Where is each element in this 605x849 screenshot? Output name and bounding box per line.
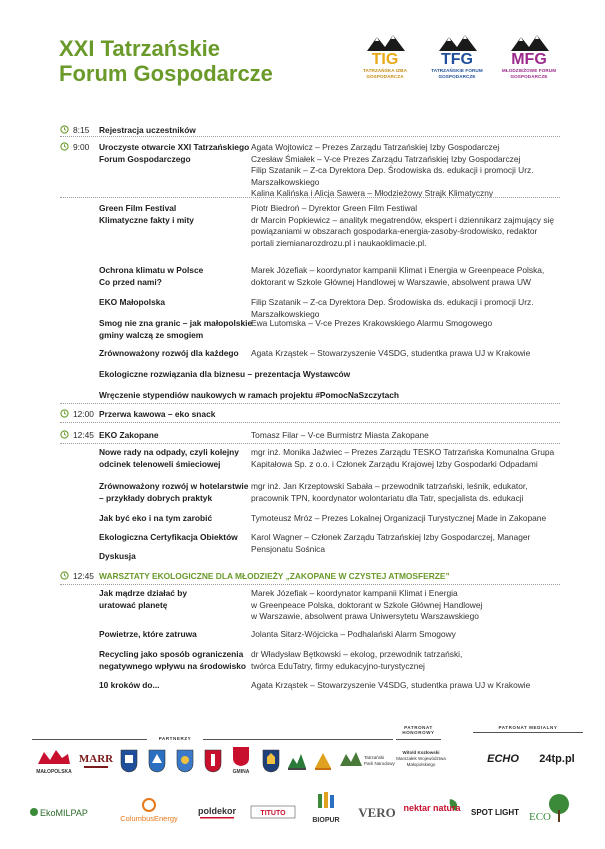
agenda-speaker-line: Czesław Śmiałek – V-ce Prezes Zarządu Tatrzańskiej Izby Gospodarczej (251, 153, 521, 164)
partners-line-left (32, 739, 147, 740)
agenda-speaker-line: Kapitałowa Sp. z o.o. i Członek Zarządu Krajowej Izby Gospodarki Odpadami (251, 458, 538, 469)
tpn-logo (338, 746, 395, 776)
agenda-speakers (251, 629, 561, 641)
agenda-speaker-line: Agata Krząstek – Stowarzyszenie V4SDG, studentka prawa UJ w Krakowie (251, 348, 531, 358)
agenda-speaker-line: Agata Wojtowicz – Prezes Zarządu Tatrzańskiej Izby Gospodarczej (251, 142, 500, 152)
agenda-speaker-line: Filip Szatanik – Z-ca Dyrektora Dep. Środowiska ds. edukacji i promocji Urz. Marszałkowskiego (251, 297, 534, 319)
agenda-topic (99, 297, 259, 309)
agenda-topic-line: Jak być eko i na tym zarobić (99, 513, 213, 523)
tfg-logo-mark: TFG (441, 51, 473, 68)
agenda-topic-line: Dyskusja (99, 551, 136, 561)
agenda-speaker-line: portali ziemianarozdrozu.pl i naukaoklimacie.pl. (251, 237, 427, 248)
agenda-row (60, 390, 560, 402)
honorary-name: Witold Kozłowski (402, 750, 440, 755)
agenda-speakers (251, 142, 561, 200)
agenda-speaker-line: dr Marcin Popkiewicz – analityk megatrendów, ekspert i dziennikarz zajmujący się (251, 214, 555, 225)
agenda-topic (99, 348, 259, 360)
agenda-speaker-line: doktorant w Szkole Głównej Handlowej w Warszawie, absolwent prawa UW (251, 276, 531, 287)
agenda-topic-line: odcinek telenoweli śmieciowej (99, 458, 221, 469)
honorary-label: PATRONAT HONOROWY (402, 725, 435, 735)
agenda-row (60, 649, 560, 673)
tig-caption-1: TATRZAŃSKA IZBA (362, 68, 408, 73)
agenda-topic-line: EKO Zakopane (99, 430, 159, 440)
tfg-logo (422, 33, 492, 95)
agenda-row (60, 265, 560, 289)
agenda-row (60, 588, 560, 624)
svg-text:poldekor: poldekor (197, 806, 237, 816)
tig-caption-2: GOSPODARCZA (366, 73, 404, 79)
agenda-row (60, 571, 560, 583)
agenda-time: 8:15 (73, 125, 90, 135)
agenda-topic (99, 649, 259, 672)
coat-of-arms-2 (146, 748, 168, 774)
agenda-topic-line: Smog nie zna granic – jak małopolskie (99, 318, 253, 328)
agenda-speaker-line: Filip Szatanik – Z-ca Dyrektora Dep. Środowiska ds. edukacji i promocji Urz. Marszałkowskiego (251, 165, 534, 187)
agenda-time: 9:00 (73, 142, 90, 152)
title-line-2: Forum Gospodarcze (59, 61, 273, 86)
media-line (473, 732, 583, 733)
agenda-speaker-line: Marek Józefiak – koordynator kampanii Klimat i Energia (251, 588, 458, 598)
agenda-topic (99, 390, 539, 402)
agenda-row (60, 142, 560, 198)
svg-text:nektar natura: nektar natura (403, 803, 461, 813)
agenda-topic-line: Wręczenie stypendiów naukowych w ramach projektu #PomocNaSzczytach (99, 390, 400, 400)
organizer-logos (350, 33, 565, 95)
honorary-patron (396, 744, 446, 774)
agenda-topic-line: Ekologiczne rozwiązania dla biznesu – prezentacja Wystawców (99, 369, 351, 379)
svg-text:ColumbusEnergy: ColumbusEnergy (120, 814, 178, 823)
agenda-topic-line: Ekologiczna Certyfikacja Obiektów (99, 532, 238, 542)
agenda-speakers (251, 430, 561, 442)
agenda-topic (99, 125, 259, 137)
agenda-speakers (251, 513, 561, 525)
svg-text:ECHO: ECHO (487, 753, 519, 765)
agenda-topic-line: Ochrona klimatu w Polsce (99, 265, 204, 275)
agenda-row (60, 297, 560, 319)
agenda-topic (99, 369, 539, 381)
agenda-topic (99, 447, 259, 470)
coat-of-arms-3 (174, 748, 196, 774)
agenda-separator (60, 422, 560, 423)
marr-logo (80, 746, 112, 776)
agenda-topic (99, 481, 259, 504)
agenda-speaker-line: Piotr Biedroń – Dyrektor Green Film Festiwal (251, 203, 418, 213)
agenda-topic (99, 680, 259, 692)
tig-logo-mark: TIG (371, 51, 399, 68)
agenda-topic (99, 318, 259, 341)
agenda-topic-line: Uroczyste otwarcie XXI Tatrzańskiego (99, 142, 250, 152)
agenda-speaker-line: w Warszawie, absolwent prawa Uniwersytetu Warszawskiego (251, 611, 479, 621)
agenda-topic-line: Zrównoważony rozwój w hotelarstwie (99, 481, 249, 491)
agenda-topic-line: Klimatyczne fakty i mity (99, 214, 194, 225)
agenda-speaker-line: w Greenpeace Polska, doktorant w Szkole Głównej Handlowej (251, 599, 483, 610)
agenda-row (60, 447, 560, 471)
agenda-row (60, 203, 560, 253)
svg-text:SPOT LIGHT: SPOT LIGHT (471, 808, 519, 817)
agenda-topic-line: Forum Gospodarczego (99, 153, 191, 164)
agenda-row (60, 481, 560, 505)
agenda-topic (99, 532, 259, 544)
agenda-row (60, 513, 560, 525)
tfg-caption-2: GOSPODARCZE (438, 73, 476, 79)
svg-text:Tatrzański: Tatrzański (364, 755, 385, 760)
tfg-caption-1: TATRZAŃSKIE FORUM (431, 68, 483, 73)
agenda-speaker-line: powiązaniami w obszarach gospodarka-energia-zasoby-środowisko, redaktor (251, 226, 538, 236)
echo-logo (478, 746, 528, 770)
agenda-topic-line: Przerwa kawowa – eko snack (99, 409, 216, 419)
agenda-speaker-line: Agata Krząstek – Stowarzyszenie V4SDG, studentka prawa UJ w Krakowie (251, 680, 531, 690)
agenda-topic (99, 588, 259, 611)
coat-of-arms-6 (286, 748, 308, 774)
agenda-time: 12:45 (73, 571, 94, 581)
svg-text:MAŁOPOLSKA: MAŁOPOLSKA (36, 769, 72, 775)
svg-text:ECO: ECO (529, 811, 551, 823)
agenda-topic-line: WARSZTATY EKOLOGICZNE DLA MŁODZIEŻY „ZAKOPANE W CZYSTEJ ATMOSFERZE” (99, 571, 450, 581)
clock-icon (60, 125, 69, 134)
agenda-topic (99, 571, 539, 583)
tituto-logo (248, 798, 298, 826)
agenda-speaker-line: Ewa Lutomska – V-ce Prezes Krakowskiego Alarmu Smogowego (251, 318, 493, 328)
agenda-speaker-line: mgr inż. Monika Jaźwiec – Prezes Zarządu TESKO Tatrzańska Komunalna Grupa (251, 447, 555, 457)
coat-of-arms-1 (118, 748, 140, 774)
poldekor-logo (192, 798, 242, 826)
agenda-topic (99, 513, 259, 525)
mfg-caption-1: MŁODZIEŻOWE FORUM (501, 68, 557, 73)
agenda-topic (99, 430, 259, 442)
agenda-topic-line: EKO Małopolska (99, 297, 166, 307)
agenda-speaker-line: pracownik TPN, koordynator wolontariatu dla Tatr, specjalista ds. edukacji (251, 492, 524, 503)
agenda-separator (60, 584, 560, 585)
agenda-speaker-line: Marek Józefiak – koordynator kampanii Klimat i Energia w Greenpeace Polska, (251, 265, 545, 275)
agenda-topic-line: 10 kroków do... (99, 680, 160, 690)
agenda-row (60, 318, 560, 342)
agenda-speakers (251, 447, 561, 470)
agenda-topic-line: uratować planetę (99, 599, 168, 610)
agenda-row (60, 348, 560, 360)
svg-text:24tp.pl: 24tp.pl (539, 753, 575, 765)
partners-label: PARTNERZY (158, 736, 192, 741)
agenda-row (60, 409, 560, 421)
title-line-1: XXI Tatrzańskie (59, 36, 220, 61)
tig-logo (350, 33, 420, 95)
clock-icon (60, 430, 69, 439)
agenda-row (60, 369, 560, 381)
vero-logo (354, 796, 400, 826)
eco-logo (526, 790, 576, 830)
agenda-separator (60, 443, 560, 444)
agenda-row (60, 532, 560, 554)
agenda-speakers (251, 318, 561, 330)
agenda-separator (60, 197, 560, 198)
agenda-speakers (251, 297, 561, 320)
svg-text:EkoMILPAP: EkoMILPAP (40, 808, 88, 818)
agenda-speaker-line: mgr inż. Jan Krzeptowski Sabała – przewodnik tatrzański, leśnik, edukator, (251, 481, 528, 491)
agenda-speaker-line: twórca EduTatry, firmy edukacyjno-turystycznej (251, 660, 425, 671)
clock-icon (60, 142, 69, 151)
agenda-topic-line: – przykłady dobrych praktyk (99, 492, 213, 503)
nektar-natura-logo (403, 794, 464, 828)
mfg-logo (494, 33, 564, 95)
agenda-topic (99, 409, 259, 421)
agenda-topic (99, 142, 259, 165)
biopur-logo (306, 790, 346, 830)
agenda-topic-line: Powietrze, które zatruwa (99, 629, 197, 639)
media-label: PATRONAT MEDIALNY (498, 725, 558, 730)
agenda-speakers (251, 203, 561, 249)
agenda-topic-line: Co przed nami? (99, 276, 162, 287)
agenda-topic (99, 265, 259, 288)
agenda-speakers (251, 348, 561, 360)
agenda-topic-line: gminy walczą ze smogiem (99, 329, 204, 340)
svg-text:GMINA: GMINA (232, 769, 250, 775)
agenda-speakers (251, 588, 561, 623)
agenda-row (60, 629, 560, 641)
mfg-caption-2: GOSPODARCZE (510, 73, 548, 79)
partners-line-right (203, 739, 393, 740)
clock-icon (60, 571, 69, 580)
agenda-time: 12:45 (73, 430, 94, 440)
agenda-speakers (251, 265, 561, 288)
clock-icon (60, 409, 69, 418)
agenda-topic-line: Nowe rady na odpady, czyli kolejny (99, 447, 239, 457)
agenda-speaker-line: Jolanta Sitarz-Wójcicka – Podhalański Alarm Smogowy (251, 629, 456, 639)
svg-text:MARR: MARR (78, 753, 114, 765)
agenda-row (60, 551, 560, 563)
honorary-line (396, 739, 441, 740)
agenda-row (60, 430, 560, 442)
coat-of-arms-5 (260, 748, 282, 774)
sponsors-section (28, 720, 588, 840)
agenda-topic-line: Rejestracja uczestników (99, 125, 196, 135)
columbus-energy-logo (114, 794, 184, 826)
agenda-speakers (251, 649, 561, 672)
malopolska-logo (34, 746, 74, 776)
honorary-role-2: Małopolskiego (406, 762, 436, 767)
gmina-logo (228, 746, 254, 776)
agenda-row (60, 680, 560, 692)
page-title (59, 36, 359, 86)
agenda-topic-line: negatywnego wpływu na środowisko (99, 660, 247, 671)
ekomilpap-logo (28, 798, 108, 826)
svg-text:BIOPUR: BIOPUR (312, 817, 340, 824)
spotlight-logo (472, 794, 518, 828)
agenda-separator (60, 136, 560, 137)
honorary-role-1: Marszałek Województwa (396, 756, 446, 761)
agenda-speakers (251, 680, 561, 692)
agenda-topic-line: Zrównoważony rozwój dla każdego (99, 348, 239, 358)
svg-text:VERO: VERO (358, 805, 396, 820)
svg-text:TITUTO: TITUTO (260, 810, 286, 817)
svg-text:Park Narodowy: Park Narodowy (364, 761, 395, 766)
agenda-topic (99, 551, 259, 563)
agenda-speaker-line: Karol Wagner – Członek Zarządu Tatrzańskiej Izby Gospodarczej, Manager Pensjonatu Sośnica (251, 532, 531, 554)
coat-of-arms-7 (312, 748, 334, 774)
coat-of-arms-4 (202, 748, 224, 774)
agenda-speaker-line: Tymoteusz Mróz – Prezes Lokalnej Organizacji Turystycznej Made in Zakopane (251, 513, 547, 523)
agenda-time: 12:00 (73, 409, 94, 419)
mfg-logo-mark: MFG (511, 51, 547, 68)
agenda-speaker-line: dr Władysław Bętkowski – ekolog, przewodnik tatrzański, (251, 649, 463, 659)
agenda-speaker-line: Kalina Kalińska i Alicja Sawera – Młodzieżowy Strajk Klimatyczny (251, 188, 494, 198)
agenda-topic-line: Recycling jako sposób ograniczenia (99, 649, 244, 659)
agenda-speaker-line: Tomasz Filar – V-ce Burmistrz Miasta Zakopane (251, 430, 429, 440)
agenda-speakers (251, 481, 561, 504)
agenda-topic-line: Jak mądrze działać by (99, 588, 187, 598)
agenda-topic (99, 629, 259, 641)
agenda-topic (99, 203, 259, 226)
agenda-topic-line: Green Film Festival (99, 203, 177, 213)
agenda-separator (60, 403, 560, 404)
24tp-logo (533, 746, 581, 770)
